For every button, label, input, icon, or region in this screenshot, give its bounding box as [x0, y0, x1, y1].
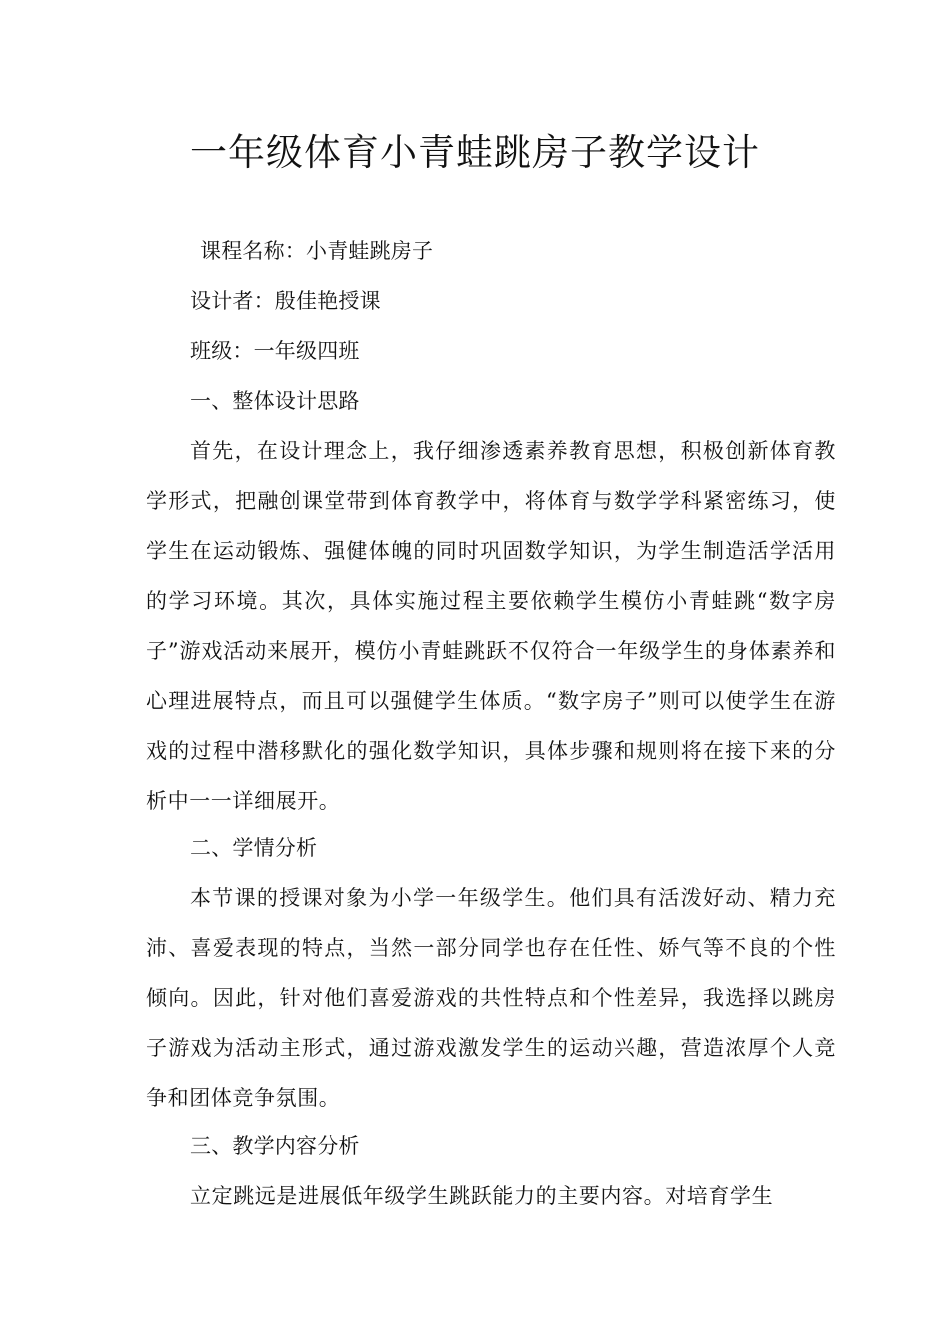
designer-line: 设计者：殷佳艳授课: [190, 289, 381, 313]
section-paragraph-student-analysis: 本节课的授课对象为小学一年级学生。他们具有活泼好动、精力充沛、喜爱表现的特点，当然一部分同学也存在任性、娇气等不良的个性倾向。因此，针对他们喜爱游戏的共性特点和个性差异，我选择以跳房子游戏为活动主形式，通过游戏激发学生的运动兴趣，营造浓厚个人竞争和团体竞争氛围。: [146, 886, 836, 1110]
section-heading-student-analysis: 二、学情分析: [190, 836, 318, 860]
section-paragraph-design-ideas: 首先，在设计理念上，我仔细渗透素养教育思想，积极创新体育教学形式，把融创课堂带到体育教学中，将体育与数学学科紧密练习，使学生在运动锻炼、强健体魄的同时巩固数学知识，为学生制造活学活用的学习环境。其次，具体实施过程主要依赖学生模仿小青蛙跳“数字房子”游戏活动来展开，模仿小青蛙跳跃不仅符合一年级学生的身体素养和心理进展特点，而且可以强健学生体质。“数字房子”则可以使学生在游戏的过程中潜移默化的强化数学知识，具体步骤和规则将在接下来的分析中一一详细展开。: [146, 439, 836, 813]
section-paragraph-content-analysis: 立定跳远是进展低年级学生跳跃能力的主要内容。对培育学生: [190, 1184, 774, 1208]
section-heading-design-ideas: 一、整体设计思路: [190, 389, 360, 413]
course-name-line: 课程名称：小青蛙跳房子: [200, 239, 434, 263]
class-line: 班级：一年级四班: [190, 339, 360, 363]
section-heading-content-analysis: 三、教学内容分析: [190, 1134, 360, 1158]
document-title: 一年级体育小青蛙跳房子教学设计: [190, 131, 760, 174]
